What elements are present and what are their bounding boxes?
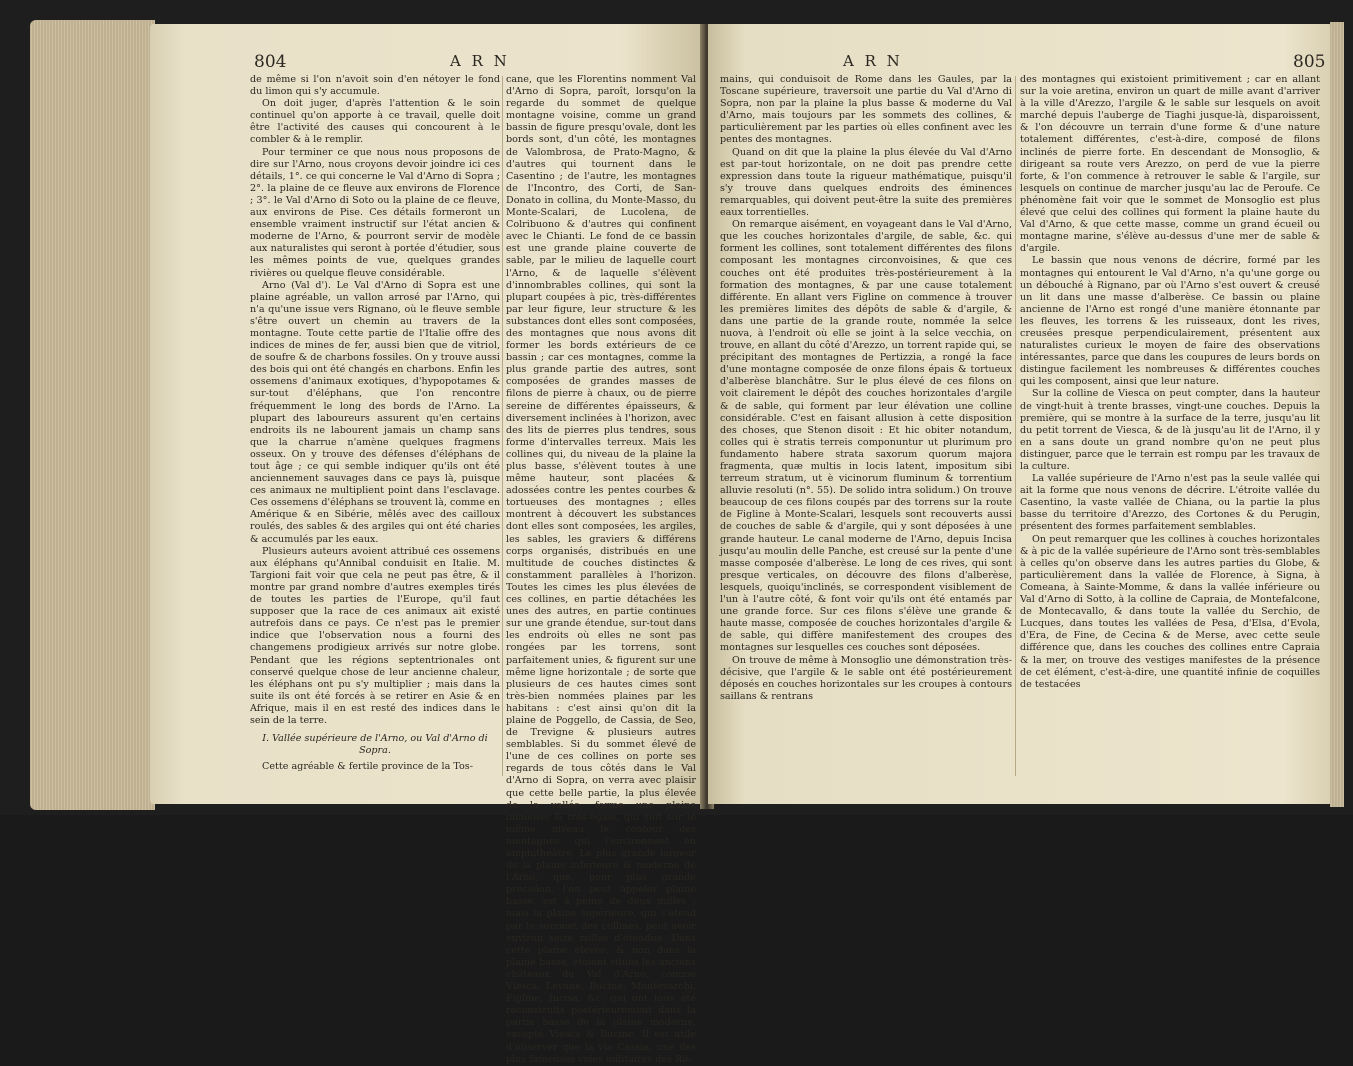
paragraph: On peut remarquer que les collines à couches horizontales & à pic de la vallée supérieure de l'Arno sont très-semblables à celles qu'on observe dans les autres parties du Globe, & particulièrement dans la vallée de Florence, à Signa, à Comeana, à Sainte-Momme, & dans la vallée inférieure ou Val d'Arno di Sotto, à la colline de Capraia, de Montefalcone, de Montecavallo, & dans toute la vallée du Serchio, de Lucques, dans toutes les vallées de Pesa, d'Elsa, d'Evola, d'Era, de Fine, de Cecina & de Merse, avec cette seule différence que, dans les couches des collines entre Capraia & la mer, on trouve des vestiges manifestes de la présence de cet élément, c'est-à-dire, une quantité infinie de coquilles de testacées: [1020, 533, 1320, 690]
section-heading: I. Vallée supérieure de l'Arno, ou Val d'Arno di Sopra.: [262, 733, 488, 757]
left-column-1: [250, 74, 500, 773]
page-number-left: 804: [254, 52, 287, 72]
column-rule-right: [1015, 76, 1016, 776]
left-page: [150, 24, 705, 1065]
running-head-right: A R N: [843, 52, 903, 70]
right-column-2: [1020, 74, 1320, 691]
page-number-right: 805: [1293, 52, 1326, 72]
paragraph: Sur la colline de Viesca on peut compter, dans la hauteur de vingt-huit à trente brasses, vingt-une couches. Depuis la première, qui se montre à la surface de la terre, jusqu'au lit du petit torrent de Viesca, & de là jusqu'au lit de l'Arno, il y en a sans doute un grand nombre qu'on ne peut plus distinguer, parce que le terrain est rompu par les travaux de la culture.: [1020, 388, 1320, 472]
page-edges-right: [1330, 22, 1344, 807]
paragraph: Cette agréable & fertile province de la Tos-: [262, 761, 473, 773]
right-page: [708, 24, 1333, 804]
running-head-left: A R N: [450, 52, 510, 70]
paragraph: de même si l'on n'avoit soin d'en nétoyer le fond du limon qui s'y accumule.: [250, 74, 500, 98]
page-edges-left: [30, 20, 155, 810]
paragraph: Le bassin que nous venons de décrire, formé par les montagnes qui entourent le Val d'Arno, n'a qu'une gorge ou un débouché à Rignano, par où l'Arno s'est ouvert & creusé un lit dans une masse d'alberèse. Ce bassin ou plaine ancienne de l'Arno est rongé d'une manière étonnante par les fleuves, les torrens & les ruisseaux, dont les rives, creusées presque perpendiculairement, présentent aux naturalistes curieux le moyen de faire des observations intéressantes, parce que dans les coupures de leurs bords on distingue facilement les nombreuses & différentes couches qui les composent, ainsi que leur nature.: [1020, 255, 1320, 388]
paragraph: mains, qui conduisoit de Rome dans les Gaules, par la Toscane supérieure, traversoit une partie du Val d'Arno di Sopra, non par la plaine la plus basse & moderne du Val d'Arno, mais toujours par les sommets des collines, & particulièrement par les parties où elles confinent avec les pentes des montagnes.: [720, 74, 1012, 146]
paragraph: Plusieurs auteurs avoient attribué ces ossemens aux éléphans qu'Annibal conduisit en Italie. M. Targioni fait voir que cela ne peut pas être, & il montre par grand nombre d'autres exemples tirés de toutes les parties de l'Europe, qu'il faut supposer que la race de ces animaux ait existé autrefois dans ce pays. Ce n'est pas le premier indice que l'observation nous a fourni des changemens prodigieux arrivés sur notre globe. Pendant que les régions septentrionales ont conservé quelque chose de leur ancienne chaleur, les éléphans ont pu s'y multiplier ; mais dans la suite ils ont été forcés à se retirer en Asie & en Afrique, mais il en est resté des indices dans le sein de la terre.: [250, 545, 500, 726]
paragraph: Quand on dit que la plaine la plus élevée du Val d'Arno est par-tout horizontale, on ne doit pas prendre cette expression dans toute la rigueur mathématique, puisqu'il s'y trouve dans quelques endroits des éminences remarquables, qui doivent peut-être la suite des premières eaux torrentielles.: [720, 146, 1012, 219]
paragraph: On trouve de même à Monsoglio une démonstration très-décisive, que l'argile & le sable ont été postérieurement déposés en couches horizontales sur les croupes à contours saillans & rentrans: [720, 654, 1012, 702]
paragraph: La vallée supérieure de l'Arno n'est pas la seule vallée qui ait la forme que nous venons de décrire. L'étroite vallée du Casentino, la vaste vallée de Chiana, ou la partie la plus basse du territoire d'Arezzo, des Cortones & du Perugin, présentent des formes parfaitement semblables.: [1020, 473, 1320, 533]
column-rule-left: [502, 76, 503, 776]
paragraph: Pour terminer ce que nous nous proposons de dire sur l'Arno, nous croyons devoir joindre ici ces détails, 1°. ce qui concerne le Val d'Arno di Sopra ; 2°. la plaine de ce fleuve aux environs de Florence ; 3°. le Val d'Arno di Soto ou la plaine de ce fleuve, aux environs de Pise. Ces détails formeront un ensemble vraiment instructif sur l'état ancien & moderne de l'Arno, & pourront servir de modèle aux naturalistes qui seront à portée d'étudier, sous les mêmes points de vue, quelques grandes rivières ou quelque fleuve considérable.: [250, 146, 500, 279]
right-column-1: [720, 74, 1012, 703]
paragraph: On doit juger, d'après l'attention & le soin continuel qu'on apporte à ce travail, quelle doit être l'activité des causes qui concourent à le combler & à le remplir.: [250, 98, 500, 146]
paragraph: On remarque aisément, en voyageant dans le Val d'Arno, que les couches horizontales d'argile, de sable, &c. qui forment les collines, sont totalement différentes des filons composant les montagnes circonvoisines, & que ces couches ont été produites très-postérieurement à la formation des montagnes, & par une cause totalement différente. En allant vers Figline on commence à trouver les premières limites des dépôts de sable & d'argile, & dans une partie de la grande route, nommée la selce nuova, à l'endroit où elle se joint à la selce vecchia, on trouve, en allant du côté d'Arezzo, un torrent rapide qui, se précipitant des montagnes de Pertizzia, a rongé la face d'une montagne composée de onze filons épais & tortueux d'alberèse blanchâtre. Sur le plus élevé de ces filons on voit clairement le dépôt des couches horizontales d'argile & de sable, qui forment par leur élévation une colline considérable. C'est en faisant allusion à cette disposition des choses, que Stenon disoit : Et hic obiter notandum, colles qui è stratis terreis componuntur ut plurimum pro fundamento habere strata saxorum quorum majora fragmenta, quæ multis in locis latent, impositum sibi terreum stratum, ut è vicinorum fluminum & torrentium alluvie resoluti (n°. 55). De solido intra solidum.) On trouve beaucoup de ces filons coupés par des torrens sur la route de Figline à Monte-Scalari, lesquels sont recouverts aussi de couches de sable & d'argile, qui y sont déposées à une grande hauteur. Le canal moderne de l'Arno, depuis Incisa jusqu'au moulin delle Panche, est creusé sur la pente d'une masse composée d'alberèse. Le long de ces rives, qui sont presque verticales, on découvre des filons d'alberèse, lesquels, quoiqu'inclinés, se correspondent visiblement de l'un à l'autre côté, & font voir qu'ils ont été entamés par une grande force. Sur ces filons s'élève une grande & haute masse, composée de couches horizontales d'argile & de sable, qui diffère manifestement des croupes des montagnes sur lesquelles ces couches sont déposées.: [720, 219, 1012, 654]
paragraph: Arno (Val d'). Le Val d'Arno di Sopra est une plaine agréable, un vallon arrosé par l'Arno, qui n'a qu'une issue vers Rignano, où le fleuve semble s'être ouvert un chemin au travers de la montagne. Toute cette partie de l'Italie offre des indices de mines de fer, aussi bien que de vitriol, de soufre & de charbons fossiles. On y trouve aussi des bois qui ont été changés en charbons. Enfin les ossemens d'animaux exotiques, d'hypopotames & sur-tout d'éléphans, que l'on rencontre fréquemment le long des bords de l'Arno. La plupart des laboureurs assurent qu'en certains endroits ils ne labourent jamais un champ sans que la charrue n'amène quelques fragmens osseux. On y trouve des défenses d'éléphans de tout âge ; ce qui semble indiquer qu'ils ont été anciennement sauvages dans ce pays là, puisque ces animaux ne multiplient point dans l'esclavage. Ces ossemens d'éléphans se trouvent là, comme en Amérique & en Sibérie, mêlés avec des cailloux roulés, des sables & des argiles qui ont été charies & accumulés par les eaux.: [250, 279, 500, 545]
paragraph: cane, que les Florentins nomment Val d'Arno di Sopra, paroît, lorsqu'on la regarde du sommet de quelque montagne voisine, comme un grand bassin de figure presqu'ovale, dont les bords sont, d'un côté, les montagnes de Valombrosa, de Prato-Magno, & d'autres qui tournent dans le Casentino ; de l'autre, les montagnes de l'Incontro, des Corti, de San-Donato in collina, du Monte-Masso, du Monte-Scalari, de Lucolena, de Colribuono & d'autres qui confinent avec le Chianti. Le fond de ce bassin est une grande plaine couverte de sable, par le milieu de laquelle court l'Arno, & de laquelle s'élèvent d'innombrables collines, qui sont la plupart coupées à pic, très-différentes par leur figure, leur structure & les substances dont elles sont composées, des montagnes que nous avons dit former les bords extérieurs de ce bassin ; car ces montagnes, comme la plus grande partie des autres, sont composées de grandes masses de filons de pierre à chaux, ou de pierre sereine de différentes épaisseurs, & diversement inclinées à l'horizon, avec des lits de pierres plus tendres, sous forme d'intervalles terreux. Mais les collines qui, du niveau de la plaine la plus basse, s'élèvent toutes à une même hauteur, sont placées & adossées contre les pentes courbes & tortueuses des montagnes ; elles montrent à découvert les substances dont elles sont composées, les argiles, les sables, les graviers & différens corps organisés, distribués en une multitude de couches distinctes & constamment parallèles à l'horizon. Toutes les cimes les plus élevées de ces collines, en partie détachées les unes des autres, en partie continues sur une grande étendue, sur-tout dans les endroits où elles ne sont pas rongées par les torrens, sont parfaitement unies, & figurent sur une même ligne horizontale ; de sorte que plusieurs de ces hautes cimes sont très-bien nommées plaines par les habitans : c'est ainsi qu'on dit la plaine de Poggello, de Cassia, de Seo, de Trevigne & plusieurs autres semblables. Si du sommet élevé de l'une de ces collines on porte ses regards de tous côtés dans le Val d'Arno di Sopra, on verra avec plaisir que cette belle partie, la plus élevée de la vallée, forme une plaine immense & très-égale, qui suit sur le même niveau le contour des montagnes qui l'environnent en amphithéâtre. La plus grande largeur de la plaine inférieure & moderne de l'Arno, que, pour plus grande précision, l'on peut appeler plaine basse, est à peine de deux milles ; mais la plaine supérieure, qui s'étend par le sommet des collines, peut avoir environ seize milles d'étendue. Dans cette plaine élevée, & non dans la plaine basse, étoient situés les anciens châteaux du Val d'Arno, comme Viesca, Levane, Bucine, Montevarchi, Figline, Incisa, &c. qui ont tous été reconstruits postérieurement dans la partie basse de la plaine moderne, excepté Viesca & Bucine. Il est utile d'observer que la via Cassia, une des plus fameuses voies militaires des Ro-: [506, 74, 696, 1065]
left-column-2: [506, 74, 696, 1066]
paragraph: des montagnes qui existoient primitivement ; car en allant sur la voie aretina, environ un quart de mille avant d'arriver à la ville d'Arezzo, l'argile & le sable sur lesquels on avoit marché depuis l'auberge de Tiaghi jusque-là, disparoissent, & l'on découvre un terrain d'une forme & d'une nature totalement différentes, c'est-à-dire, composé de filons inclinés de pierre forte. En descendant de Monsoglio, & dirigeant sa route vers Arezzo, on perd de vue la pierre forte, & l'on commence à retrouver le sable & l'argile, sur lesquels on continue de marcher jusqu'au lac de Peroufe. Ce phénomène fait voir que le sommet de Monsoglio est plus élevé que celui des collines qui forment la plaine haute du Val d'Arno, & que cette masse, comme un grand écueil ou montagne marine, s'élève au-dessus d'une mer de sable & d'argile.: [1020, 74, 1320, 255]
